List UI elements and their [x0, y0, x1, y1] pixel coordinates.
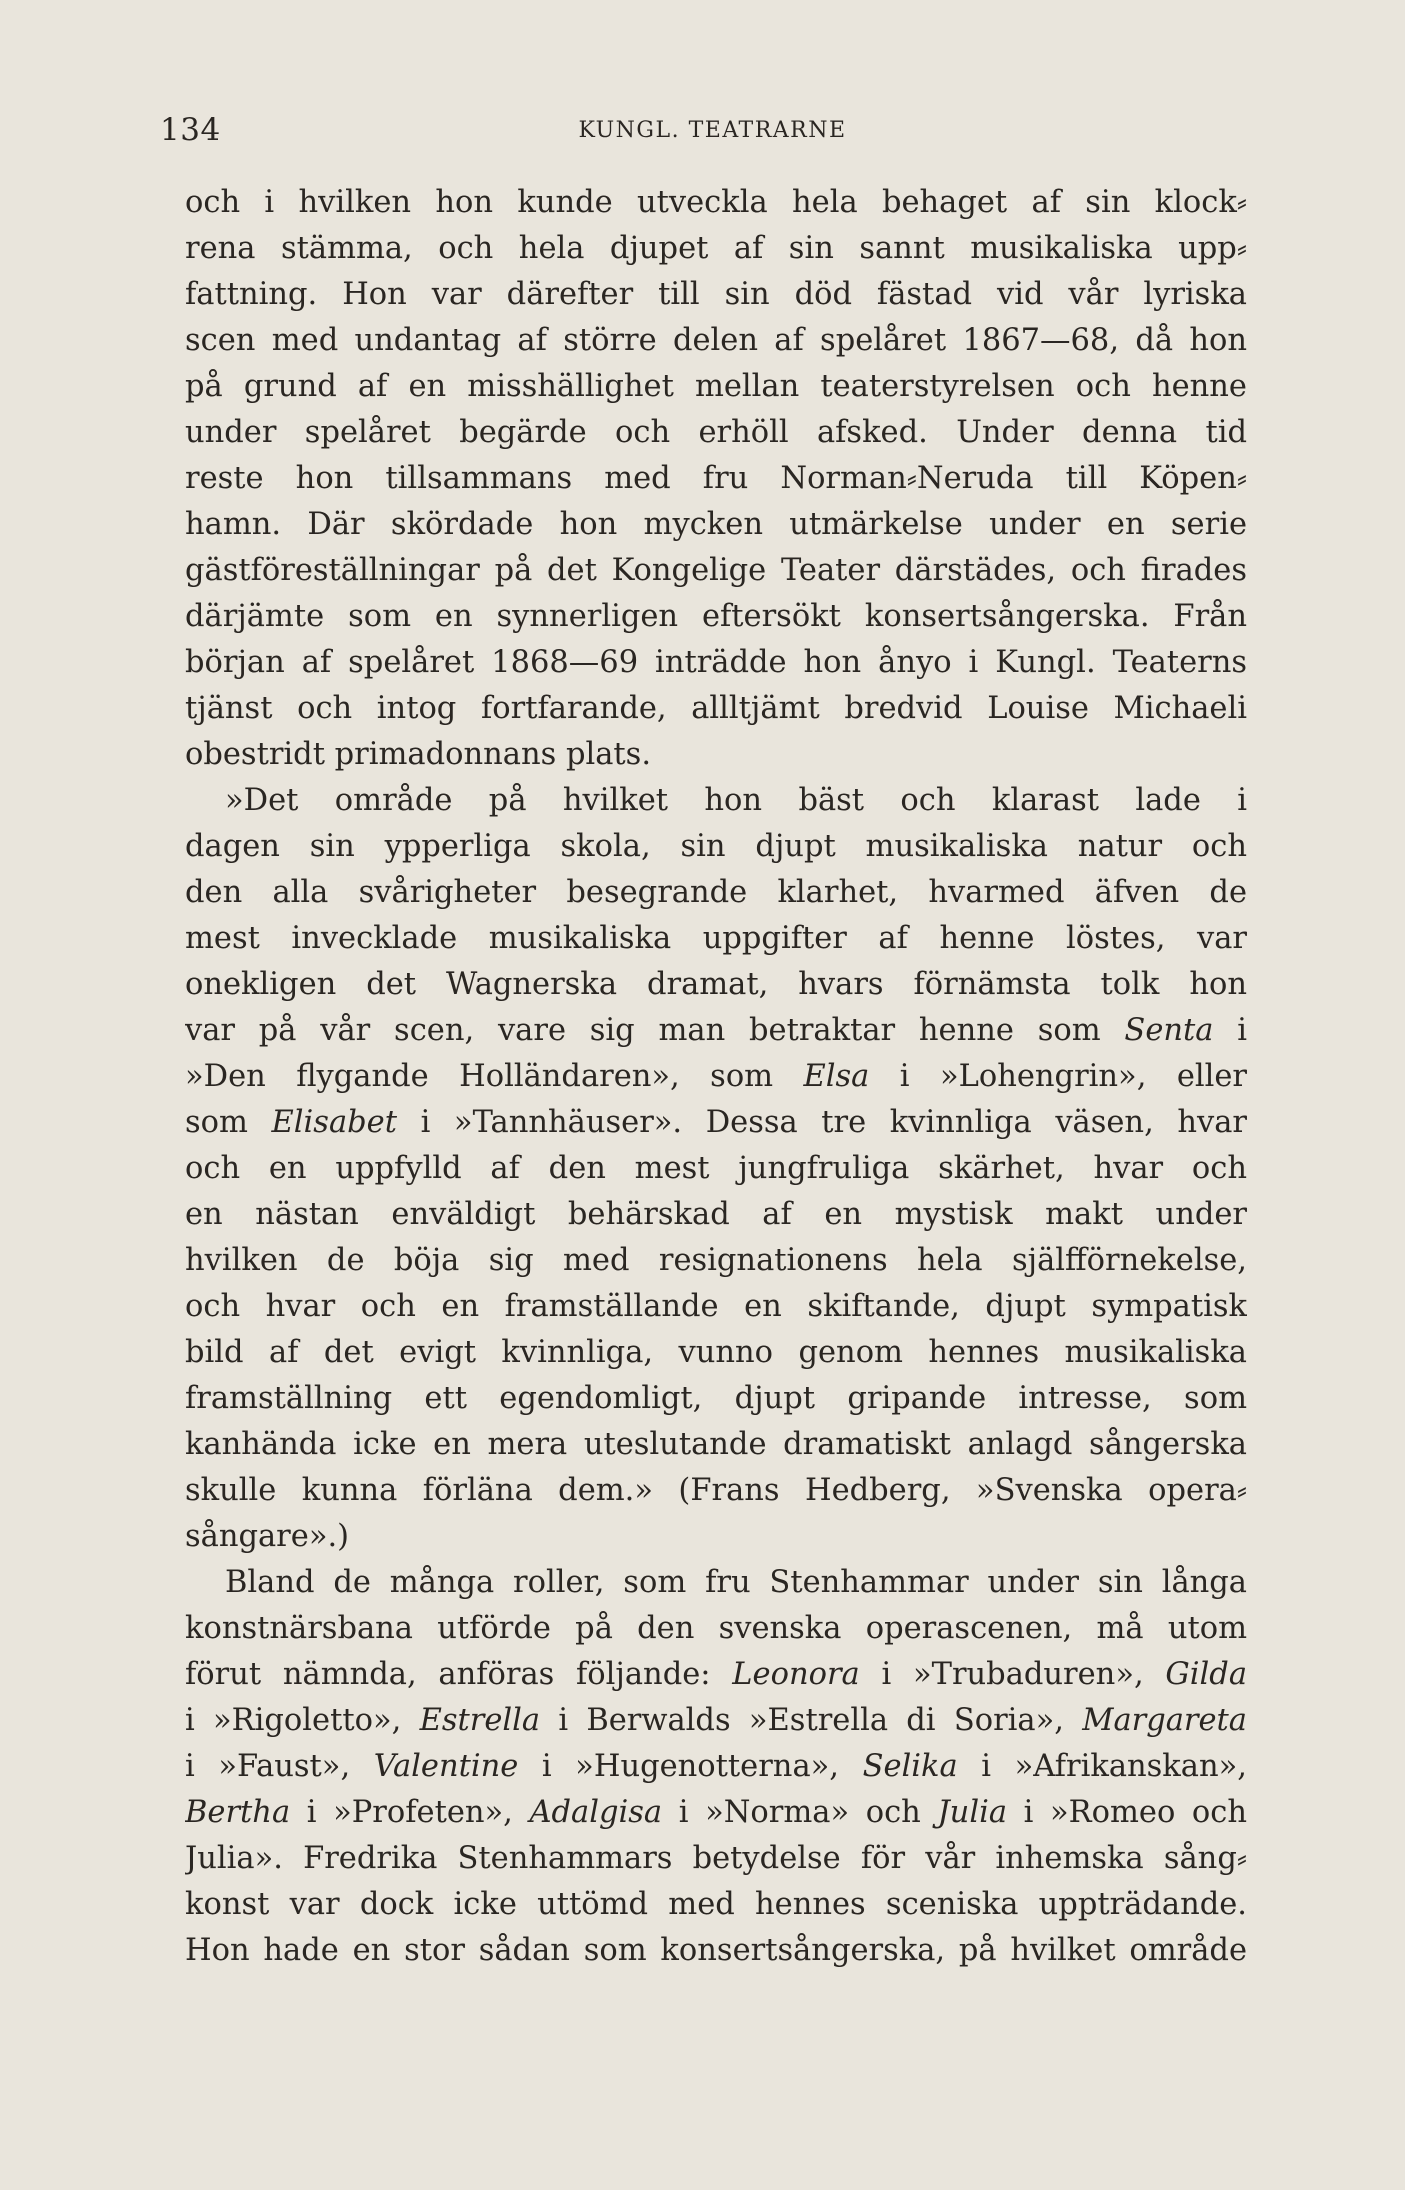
- text-line: dagen sin ypperliga skola, sin djupt musikaliska natur och: [185, 829, 1247, 864]
- text-line: på grund af en misshällighet mellan teaterstyrelsen och henne: [185, 369, 1247, 404]
- text-line: och hvar och en framställande en skiftande, djupt sympatisk: [185, 1289, 1247, 1324]
- text-line: hamn. Där skördade hon mycken utmärkelse under en serie: [185, 507, 1247, 542]
- text-line: skulle kunna förläna dem.» (Frans Hedberg, »Svenska opera⸗: [185, 1473, 1247, 1508]
- body-text: [185, 180, 1247, 1974]
- running-head: [160, 112, 1265, 162]
- text-line: som Elisabet i »Tannhäuser». Dessa tre kvinnliga väsen, hvar: [185, 1105, 1247, 1140]
- text-line: konstnärsbana utförde på den svenska operascenen, må utom: [185, 1611, 1247, 1646]
- text-line: konst var dock icke uttömd med hennes sceniska uppträdande.: [185, 1887, 1247, 1922]
- text-line: Hon hade en stor sådan som konsertsångerska, på hvilket område: [185, 1933, 1247, 1968]
- text-line: var på vår scen, vare sig man betraktar henne som Senta i: [185, 1013, 1247, 1048]
- text-line: tjänst och intog fortfarande, allltjämt bredvid Louise Michaeli: [185, 691, 1247, 726]
- text-line: hvilken de böja sig med resignationens hela själfförnekelse,: [185, 1243, 1247, 1278]
- text-line: bild af det evigt kvinnliga, vunno genom hennes musikaliska: [185, 1335, 1247, 1370]
- text-line: den alla svårigheter besegrande klarhet, hvarmed äfven de: [185, 875, 1247, 910]
- text-line: obestridt primadonnans plats.: [185, 737, 652, 772]
- running-title: KUNGL. TEATRARNE: [578, 118, 847, 143]
- text-line: Bland de många roller, som fru Stenhammar under sin långa: [225, 1565, 1247, 1600]
- text-line: kanhända icke en mera uteslutande dramatiskt anlagd sångerska: [185, 1427, 1247, 1462]
- text-line: scen med undantag af större delen af spelåret 1867—68, då hon: [185, 323, 1247, 358]
- text-line: början af spelåret 1868—69 inträdde hon ånyo i Kungl. Teaterns: [185, 645, 1247, 680]
- text-line: »Det område på hvilket hon bäst och klarast lade i: [225, 783, 1247, 818]
- text-line: reste hon tillsammans med fru Norman⸗Neruda till Köpen⸗: [185, 461, 1247, 496]
- text-line: gästföreställningar på det Kongelige Teater därstädes, och firades: [185, 553, 1247, 588]
- text-line: förut nämnda, anföras följande: Leonora i »Trubaduren», Gilda: [185, 1657, 1247, 1692]
- text-line: sångare».): [185, 1519, 350, 1554]
- text-line: och en uppfylld af den mest jungfruliga skärhet, hvar och: [185, 1151, 1247, 1186]
- text-line: därjämte som en synnerligen eftersökt konsertsångerska. Från: [185, 599, 1247, 634]
- text-line: Julia». Fredrika Stenhammars betydelse för vår inhemska sång⸗: [185, 1841, 1247, 1876]
- text-line: rena stämma, och hela djupet af sin sannt musikaliska upp⸗: [185, 231, 1247, 266]
- text-line: under spelåret begärde och erhöll afsked. Under denna tid: [185, 415, 1247, 450]
- text-line: en nästan enväldigt behärskad af en mystisk makt under: [185, 1197, 1247, 1232]
- text-line: framställning ett egendomligt, djupt gripande intresse, som: [185, 1381, 1247, 1416]
- text-line: »Den flygande Holländaren», som Elsa i »Lohengrin», eller: [185, 1059, 1247, 1094]
- text-line: i »Rigoletto», Estrella i Berwalds »Estrella di Soria», Margareta: [185, 1703, 1247, 1738]
- text-line: mest invecklade musikaliska uppgifter af henne löstes, var: [185, 921, 1247, 956]
- text-line: och i hvilken hon kunde utveckla hela behaget af sin klock⸗: [185, 185, 1247, 220]
- text-line: Bertha i »Profeten», Adalgisa i »Norma» och Julia i »Romeo och: [185, 1795, 1247, 1830]
- text-line: fattning. Hon var därefter till sin död fästad vid vår lyriska: [185, 277, 1247, 312]
- text-line: i »Faust», Valentine i »Hugenotterna», Selika i »Afrikanskan»,: [185, 1749, 1247, 1784]
- text-line: onekligen det Wagnerska dramat, hvars förnämsta tolk hon: [185, 967, 1247, 1002]
- page-number: 134: [160, 112, 221, 148]
